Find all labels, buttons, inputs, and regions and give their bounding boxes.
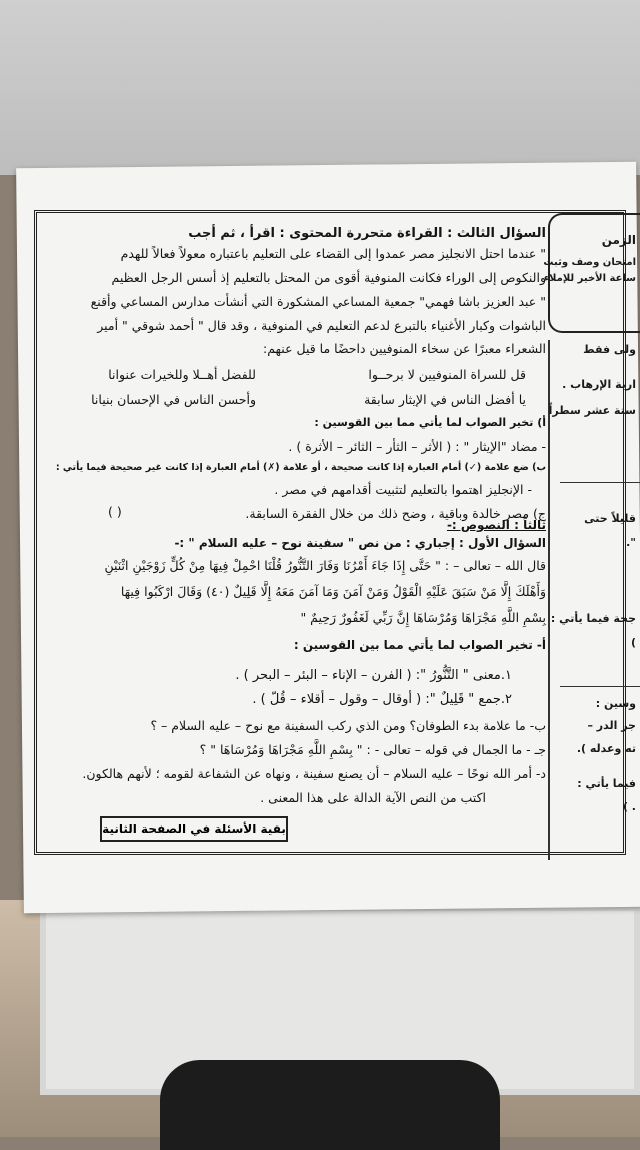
side-note-9: ) [630, 636, 636, 649]
passage-line-5: الشعراء معبرًا عن سخاء المنوفيين داحضًا ما قيل عنهم: [263, 341, 546, 356]
q3-b-item: - الإنجليز اهتموا بالتعليم لتثبيت أقدامهم في مصر . [274, 482, 532, 497]
side-note-5: ستة عشر سطراً [548, 404, 636, 417]
q3-a-label: أ) تخير الصواب لما يأتي مما بين القوسين : [314, 416, 546, 429]
side-divider-2 [560, 686, 640, 687]
side-note-3: ولى فقط [583, 343, 636, 356]
q1-a-item-1: ١.معنى " التَّنُّورُ ": ( الفرن – الإناء – البئر – البحر ) . [235, 668, 512, 683]
q1-d: د- أمر الله نوحًا – عليه السلام – أن يصنع سفينة ، ونهاه عن الشفاعة لقومه ؛ لأنهم هالكون. [82, 766, 546, 781]
q1-heading: السؤال الأول : إجباري : من نص " سفينة نوح – عليه السلام " :- [174, 536, 546, 550]
side-note-4: ارية الإرهاب . [562, 378, 636, 391]
q3-c: ج) مصر خالدة وباقية ، وضح ذلك من خلال الفقرة السابقة. [245, 506, 546, 521]
side-note-1: امتحان وصف وثبت [543, 257, 636, 268]
quran-line-1: قال الله – تعالى – : " حَتَّى إِذَا جَاءَ أَمْرُنَا وَفَارَ التَّنُّورُ قُلْنَا احْمِلْ فِيهَا مِنْ كُلٍّ زَوْجَيْنِ اثْنَيْنِ [104, 558, 546, 573]
side-note-12: ته وعدله ). [576, 742, 636, 755]
quran-line-3: بِسْمِ اللَّهِ مَجْرَاهَا وَمُرْسَاهَا إِنَّ رَبِّي لَغَفُورٌ رَحِيمٌ " [300, 610, 546, 625]
side-note-10: وسين : [595, 697, 636, 710]
passage-line-1: " عندما احتل الانجليز مصر عمدوا إلى القضاء على التعليم باعتباره معولاً فعالاً للهدم [120, 246, 546, 261]
side-note-7: ". [626, 536, 636, 549]
time-label: الزمن [601, 233, 636, 247]
side-note-14: . ) [622, 800, 636, 813]
time-box [543, 213, 640, 333]
q3-b-label: ب) ضع علامة (✓) أمام العبارة إذا كانت صحيحة ، أو علامة (✗) أمام العبارة إذا كانت غير صحيحة فيما يأتي : [55, 462, 546, 473]
side-note-2: ساعة الأخير للإملاء [543, 273, 636, 284]
continued-note: بقية الأسئلة في الصفحة الثانية [102, 822, 286, 836]
poem-line-2a: يا أفضل الناس في الإيثار سابقة [364, 392, 526, 407]
side-note-11: جر الدر – [587, 719, 636, 732]
passage-line-2: والنكوص إلى الوراء فكانت المنوفية أقوى من المحتل بالتعليم إذ أسس الرجل العظيم [111, 270, 546, 285]
passage-line-4: الباشوات وكبار الأغنياء بالتبرع لدعم التعليم في المنوفية ، وقد قال " أحمد شوقي " أمير [97, 318, 546, 333]
poem-line-2b: وأحسن الناس في الإحسان بنيانا [91, 392, 256, 407]
q3-a-item: - مضاد "الإيثار " : ( الأثر – الثأر – الثائر – الأثرة ) . [288, 439, 546, 454]
passage-line-3: " عبد العزيز باشا فهمي" جمعية المساعي المشكورة التي أنشأت مدارس المساعي وأقنع [90, 294, 546, 309]
q1-a-item-2: ٢.جمع " قَلِيلٌ ": ( أوقال – وقول – أقلاء – قُلّ ) . [252, 692, 512, 707]
q1-c: جـ - ما الجمال في قوله – تعالى - : " بِسْمِ اللَّهِ مَجْرَاهَا وَمُرْسَاهَا " ؟ [199, 742, 546, 757]
side-note-13: فيما يأتي : [577, 777, 636, 790]
side-note-8: جحة فيما يأتي : [550, 612, 636, 625]
q3-b-answer-parens[interactable]: ( ) [108, 504, 122, 519]
q1-a-label: أ- تخير الصواب لما يأتي مما بين القوسين : [293, 638, 546, 652]
q1-b: ب- ما علامة بدء الطوفان؟ ومن الذي ركب السفينة مع نوح – عليه السلام – ؟ [150, 718, 546, 733]
side-note-6: قليلاً حتى [584, 512, 636, 525]
continued-note-box [100, 816, 288, 842]
poem-line-1a: قل للسراة المنوفيين لا برحــوا [368, 367, 526, 382]
poem-line-1b: للفضل أهــلا وللخيرات عنوانا [108, 367, 256, 382]
q3-heading: السؤال الثالث : القراءة متحررة المحتوى : اقرأ ، ثم أجب [188, 226, 546, 241]
q1-d-instruction: اكتب من النص الآية الدالة على هذا المعنى . [260, 790, 486, 805]
side-divider-1 [560, 482, 640, 483]
background-top [0, 0, 640, 175]
quran-line-2: وَأَهْلَكَ إِلَّا مَنْ سَبَقَ عَلَيْهِ الْقَوْلُ وَمَنْ آمَنَ وَمَا آمَنَ مَعَهُ إِلَّا قَلِيلٌ (٤٠) وَقَالَ ارْكَبُوا فِيهَا [120, 584, 546, 599]
texts-heading: ثالثاً : النصوص :- [446, 518, 546, 532]
